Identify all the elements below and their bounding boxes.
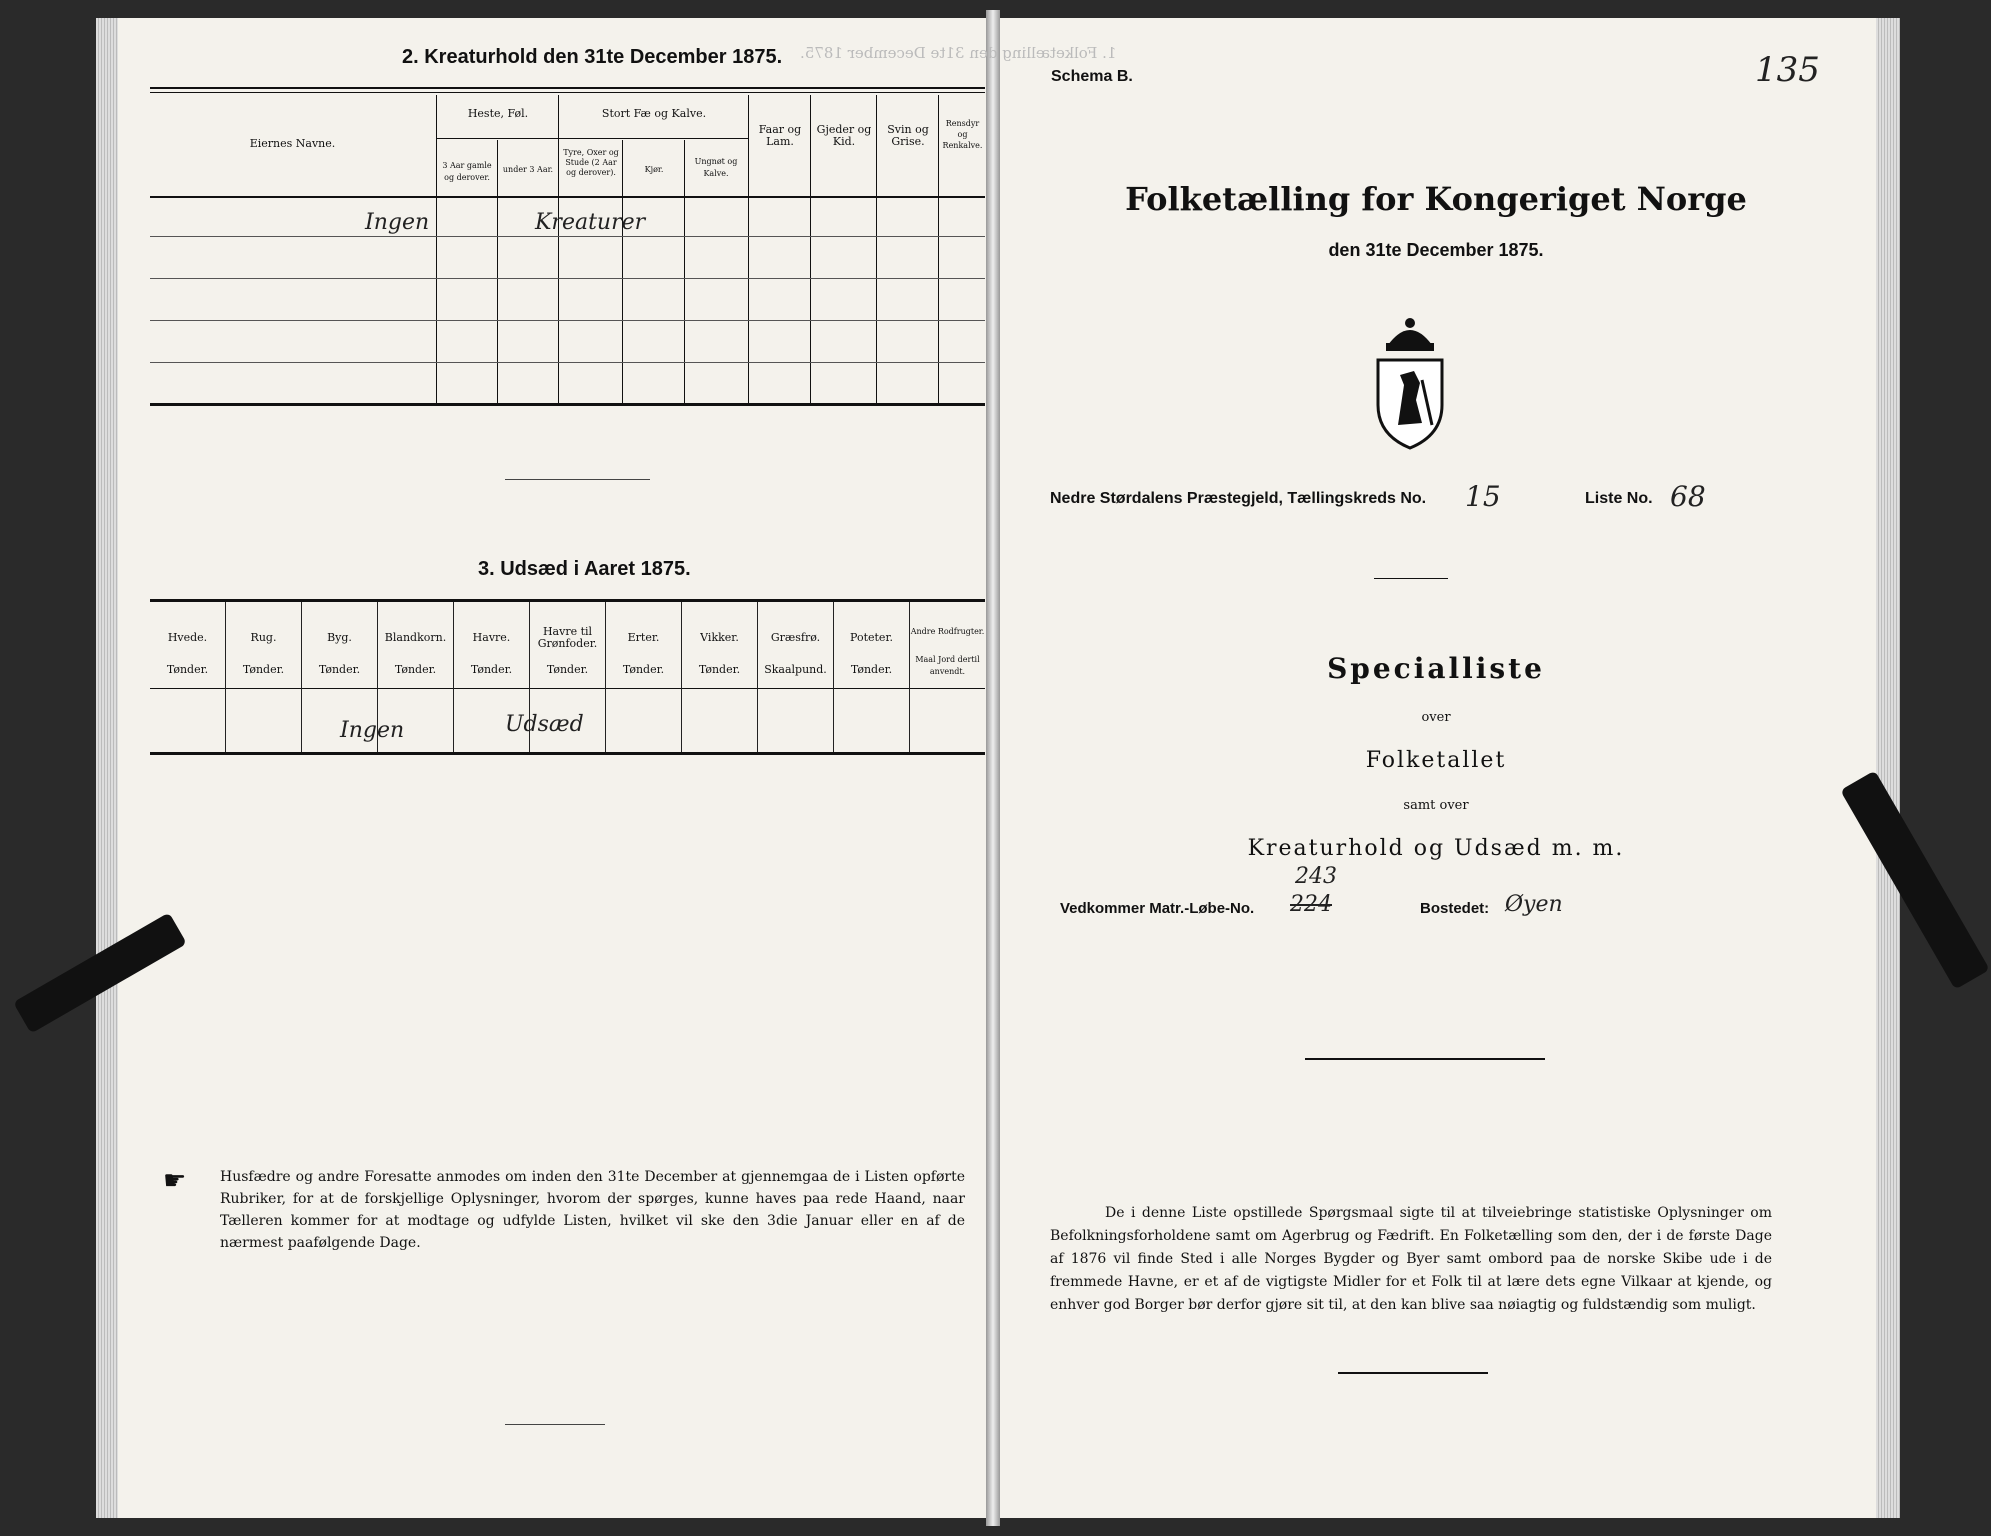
col-pigs: Svin og Grise.	[887, 123, 929, 148]
crop-col: Rug. Tønder.	[226, 602, 302, 752]
bleed-through-title: 1. Folketælling den 31te December 1875.	[800, 44, 1117, 62]
pointing-hand-icon: ☛	[163, 1166, 187, 1196]
kreaturhold-text: Kreaturhold og Udsæd m. m.	[1247, 836, 1625, 861]
list-number: 68	[1670, 480, 1706, 513]
crop-col: Græsfrø. Skaalpund.	[758, 602, 834, 752]
col-cattle-b: Kjør.	[644, 165, 664, 174]
col-sheep: Faar og Lam.	[758, 123, 802, 148]
left-page	[118, 18, 990, 1518]
bosted-value: Øyen	[1505, 892, 1563, 917]
crop-col: Andre Rodfrugter. Maal Jord dertil anvendt.	[910, 627, 985, 676]
col-horses-header: Heste, Føl.	[467, 107, 529, 120]
hw-owner-ingen: Ingen	[365, 210, 430, 235]
subtitle: den 31te December 1875.	[1328, 240, 1544, 260]
crop-col: Vikker. Tønder.	[682, 602, 758, 752]
matr-new-number: 243	[1295, 864, 1337, 889]
crop-col: Erter. Tønder.	[606, 602, 682, 752]
list-label: Liste No.	[1585, 490, 1653, 507]
col-owner-header: Eiernes Navne.	[249, 137, 336, 150]
main-title: Folketælling for Kongeriget Norge	[1125, 180, 1747, 218]
district-number: 15	[1465, 480, 1501, 513]
folio-number: 135	[1755, 50, 1820, 90]
col-reindeer: Rensdyr og Renkalve.	[942, 119, 983, 150]
coat-of-arms-icon	[1370, 305, 1450, 450]
hw-kreaturer: Kreaturer	[535, 210, 646, 235]
section3-title: 3. Udsæd i Aaret 1875.	[478, 558, 691, 580]
crop-col: Blandkorn. Tønder.	[378, 602, 454, 752]
crop-col: Poteter. Tønder.	[834, 602, 910, 752]
crop-col: Havre. Tønder.	[454, 602, 530, 752]
col-cattle-header: Stort Fæ og Kalve.	[601, 107, 707, 120]
notice-text: Husfædre og andre Foresatte anmodes om inden den 31te December at gjennemgaa de i Listen opførte Rubriker, for at de forskjellige Oplysninger, hvorom der spørges, kunne haves paa rede Haand, naar Tælleren kommer for at modtage og udfylde Listen, hvilket vil ske den 3die Januar eller en af de nærmest paafølgende Dage.	[220, 1169, 965, 1251]
crop-col: Byg. Tønder.	[302, 602, 378, 752]
col-horses-a: 3 Aar gamle og derover.	[442, 161, 492, 182]
matr-label: Vedkommer Matr.-Løbe-No.	[1060, 900, 1255, 917]
col-cattle-a: Tyre, Oxer og Stude (2 Aar og derover).	[563, 148, 619, 177]
col-cattle-c: Ungnøt og Kalve.	[694, 157, 738, 178]
footer-text: De i denne Liste opstillede Spørgsmaal sigte til at tilveiebringe statistiske Oplysninger om Befolkningsforholdene samt om Agerbrug og Fædrift. En Folketælling som den, der i de første Dage af 1876 vil finde Sted i alle Norges Bygder og Byer samt ombord paa de norske Skibe ude i de fremmede Havne, er et af de vigtigste Midler for et Folk til at lære dets egne Vilkaar at kjende, og enhver god Borger bør derfor gjøre sit til, at den kan blive saa nøiagtig og fuldstændig som muligt.	[1050, 1205, 1772, 1313]
over-text: over	[1421, 710, 1451, 725]
samt-over-text: samt over	[1403, 798, 1469, 813]
crop-col: Havre til Grønfoder. Tønder.	[530, 602, 606, 752]
hw-ingen-2: Ingen	[340, 718, 405, 743]
col-goats: Gjeder og Kid.	[816, 123, 872, 148]
hw-udsaed: Udsæd	[505, 712, 584, 737]
bosted-label: Bostedet:	[1420, 900, 1490, 917]
parish-label: Nedre Størdalens Præstegjeld, Tællingskreds No.	[1050, 490, 1427, 507]
col-horses-b: under 3 Aar.	[502, 165, 554, 174]
folketallet-text: Folketallet	[1365, 748, 1507, 773]
specialliste-heading: Specialliste	[1327, 652, 1545, 685]
schema-label: Schema B.	[1051, 68, 1133, 85]
section2-title: 2. Kreaturhold den 31te December 1875.	[402, 46, 783, 68]
left-page-edges	[96, 18, 118, 1518]
crop-col: Hvede. Tønder.	[150, 602, 226, 752]
right-page-edges	[1876, 18, 1900, 1518]
matr-old-number: 224	[1290, 892, 1332, 917]
